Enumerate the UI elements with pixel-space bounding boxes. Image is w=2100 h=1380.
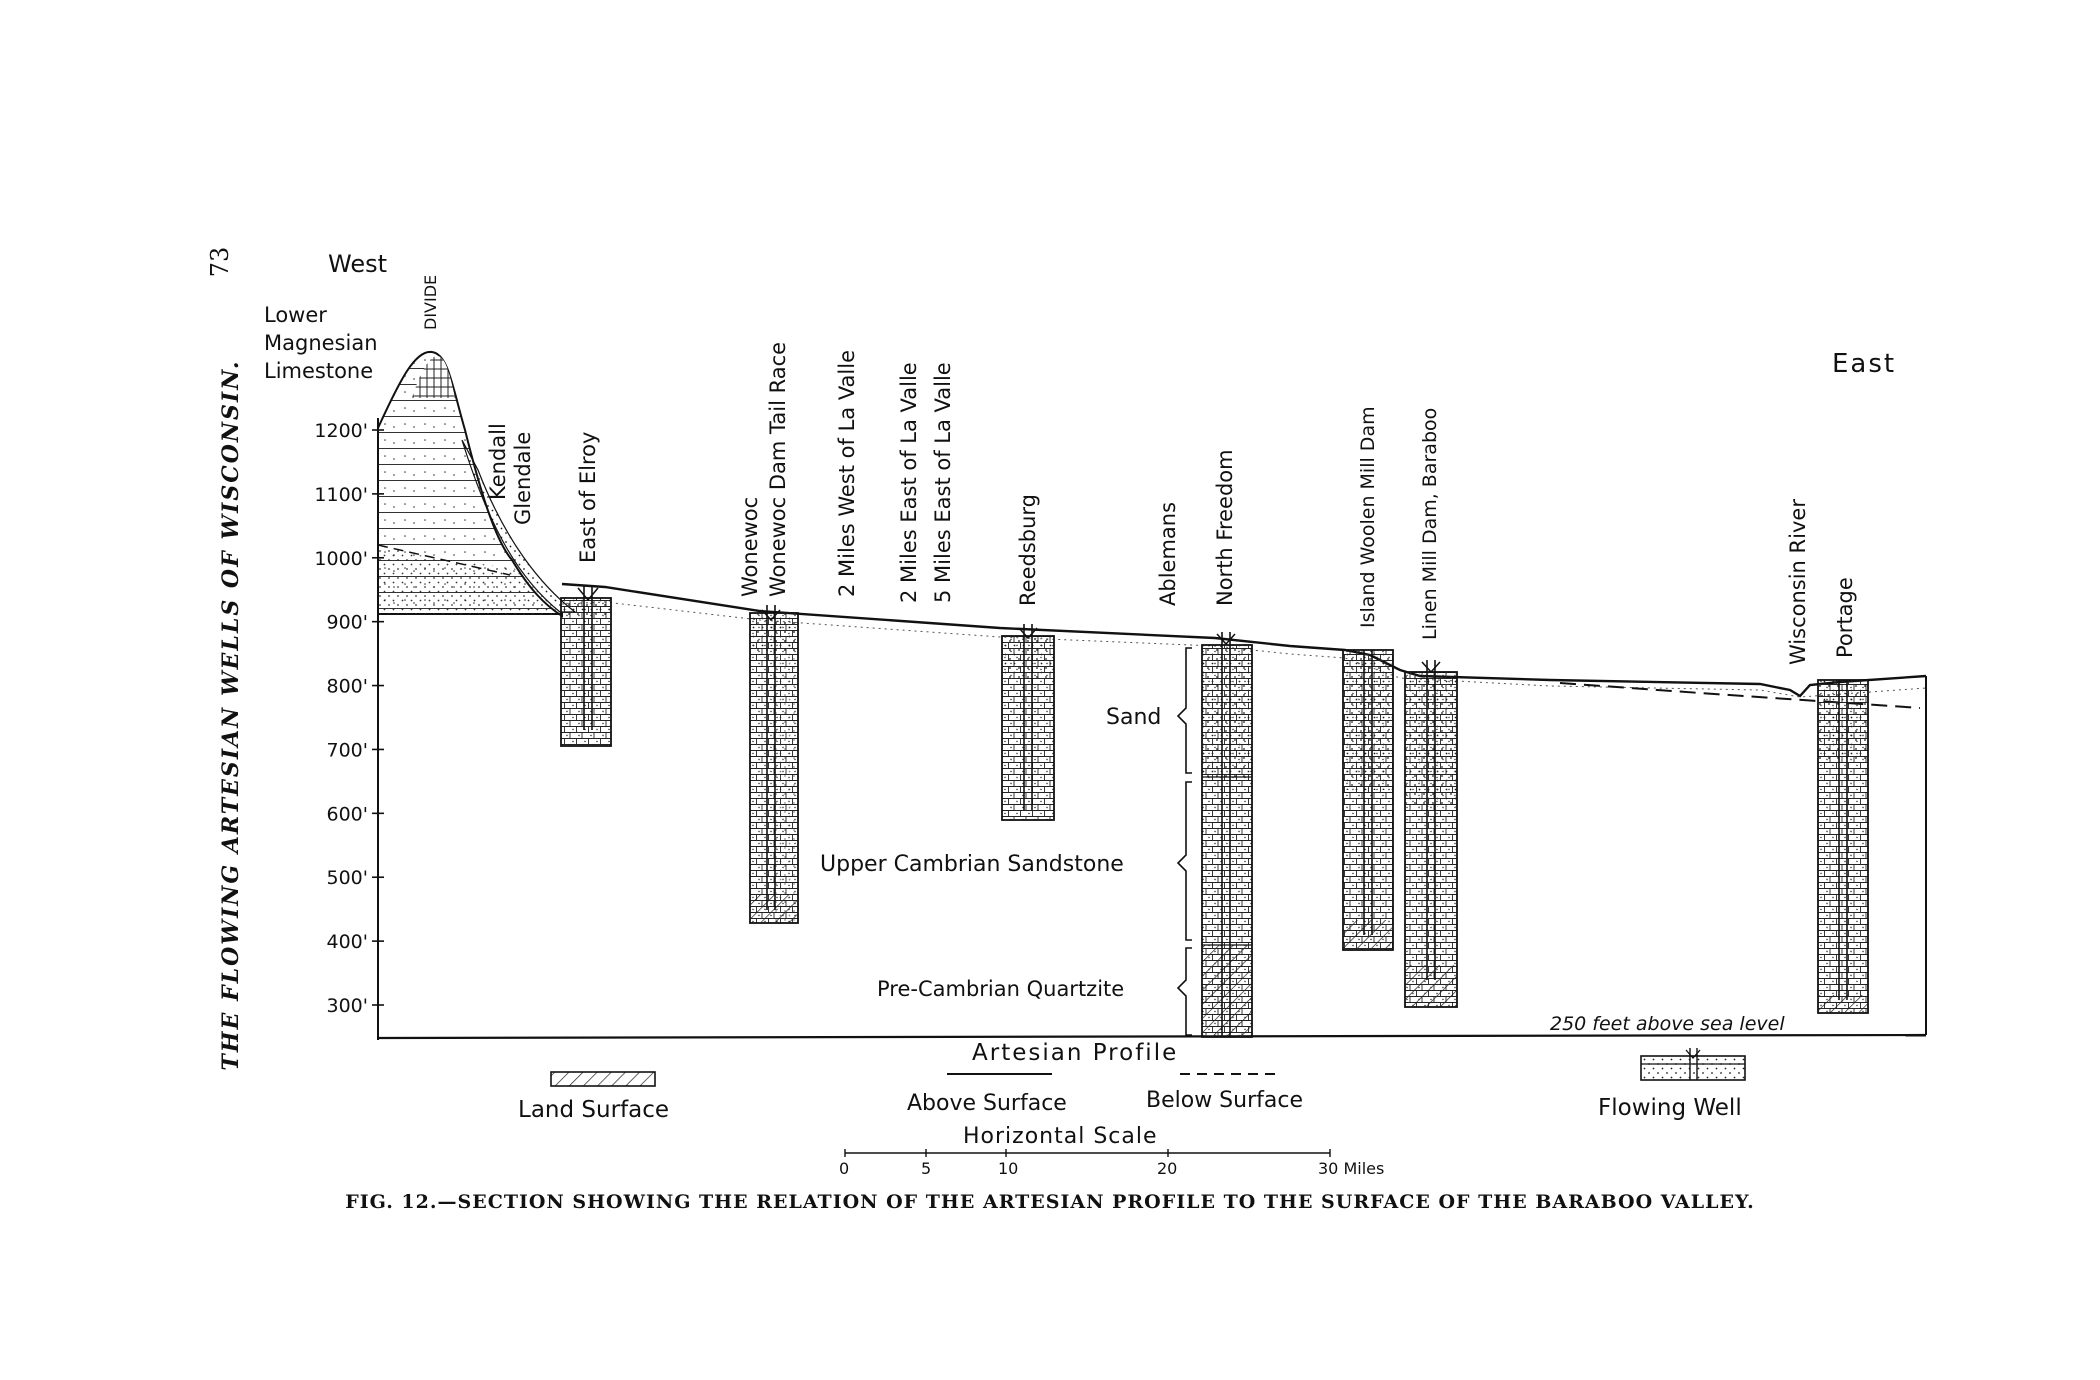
locality-labels <box>486 342 1857 665</box>
scale-tick-0: 0 <box>839 1159 850 1178</box>
label-kendall: Kendall <box>486 423 510 500</box>
scale-tick-10: 10 <box>998 1159 1019 1178</box>
label-portage: Portage <box>1833 577 1857 658</box>
figure-caption: FIG. 12.—SECTION SHOWING THE RELATION OF THE ARTESIAN PROFILE TO THE SURFACE OF THE BARABOO VALLEY. <box>345 1191 1755 1213</box>
scale-title: Horizontal Scale <box>963 1124 1158 1149</box>
label-wonewoc: Wonewoc <box>738 496 762 597</box>
scale-tick-5: 5 <box>921 1159 932 1178</box>
elevation-tick-label: 1000' <box>314 547 368 570</box>
west-label: West <box>328 250 388 278</box>
elevation-tick-label: 1100' <box>314 483 368 506</box>
flowing-well-swatch <box>1641 1048 1745 1080</box>
well-island-woolen-mill-dam <box>1343 650 1393 950</box>
divide-label: DIVIDE <box>421 274 440 330</box>
limestone-label-line2: Magnesian <box>264 331 378 355</box>
page-number: 73 <box>206 246 234 278</box>
label-north-freedom: North Freedom <box>1213 449 1237 606</box>
divide-hill <box>378 352 575 616</box>
land-surface-swatch <box>551 1072 655 1086</box>
elevation-axis <box>314 418 384 1040</box>
limestone-label-line1: Lower <box>264 303 327 327</box>
legend-below-surface: Below Surface <box>1146 1088 1303 1113</box>
label-east-la-valle-5: 5 Miles East of La Valle <box>931 362 955 603</box>
elevation-tick-label: 700' <box>326 739 368 762</box>
well-portage <box>1818 680 1868 1013</box>
scale-tick-30: 30 Miles <box>1318 1159 1385 1178</box>
elevation-tick-label: 300' <box>326 995 368 1017</box>
scale-tick-20: 20 <box>1157 1159 1178 1178</box>
well-north-freedom <box>1178 632 1252 1037</box>
label-wisconsin-river: Wisconsin River <box>1786 499 1810 665</box>
horizontal-scale <box>839 1124 1384 1178</box>
well-wonewoc <box>750 605 798 923</box>
well-reedsburg <box>1002 624 1054 820</box>
legend-flowing-well: Flowing Well <box>1598 1095 1742 1121</box>
legend-artesian-profile: Artesian Profile <box>972 1040 1179 1066</box>
well-east-of-elroy <box>561 585 611 746</box>
elevation-tick-label: 900' <box>326 611 368 634</box>
running-title: THE FLOWING ARTESIAN WELLS OF WISCONSIN. <box>218 359 244 1071</box>
label-east-of-elroy: East of Elroy <box>576 431 600 563</box>
label-west-la-valle: 2 Miles West of La Valle <box>835 349 859 597</box>
label-linen-mill: Linen Mill Dam, Baraboo <box>1419 407 1441 640</box>
elevation-tick-label: 800' <box>326 675 368 698</box>
elevation-tick-label: 400' <box>326 931 368 954</box>
legend-land-surface: Land Surface <box>518 1097 670 1123</box>
sea-level-note: 250 feet above sea level <box>1550 1013 1785 1035</box>
label-reedsburg: Reedsburg <box>1016 494 1040 606</box>
label-wonewoc-dam: Wonewoc Dam Tail Race <box>766 341 790 597</box>
elevation-tick-label: 1200' <box>314 420 368 442</box>
east-label: East <box>1832 349 1897 379</box>
legend-above-surface: Above Surface <box>907 1091 1067 1116</box>
label-ablemans: Ablemans <box>1156 501 1180 606</box>
label-glendale: Glendale <box>511 431 535 525</box>
base-line <box>378 1035 1926 1038</box>
elevation-tick-label: 600' <box>326 803 368 826</box>
stratum-pre-cambrian: Pre-Cambrian Quartzite <box>877 977 1125 1001</box>
legend <box>518 1040 1745 1123</box>
stratum-upper-cambrian: Upper Cambrian Sandstone <box>820 852 1124 877</box>
stratum-sand: Sand <box>1106 705 1162 730</box>
limestone-label-line3: Limestone <box>264 359 374 383</box>
label-east-la-valle-2: 2 Miles East of La Valle <box>897 362 921 603</box>
well-linen-mill-dam <box>1405 660 1457 1007</box>
label-island-woolen: Island Woolen Mill Dam <box>1357 406 1379 628</box>
elevation-tick-label: 500' <box>326 867 368 890</box>
